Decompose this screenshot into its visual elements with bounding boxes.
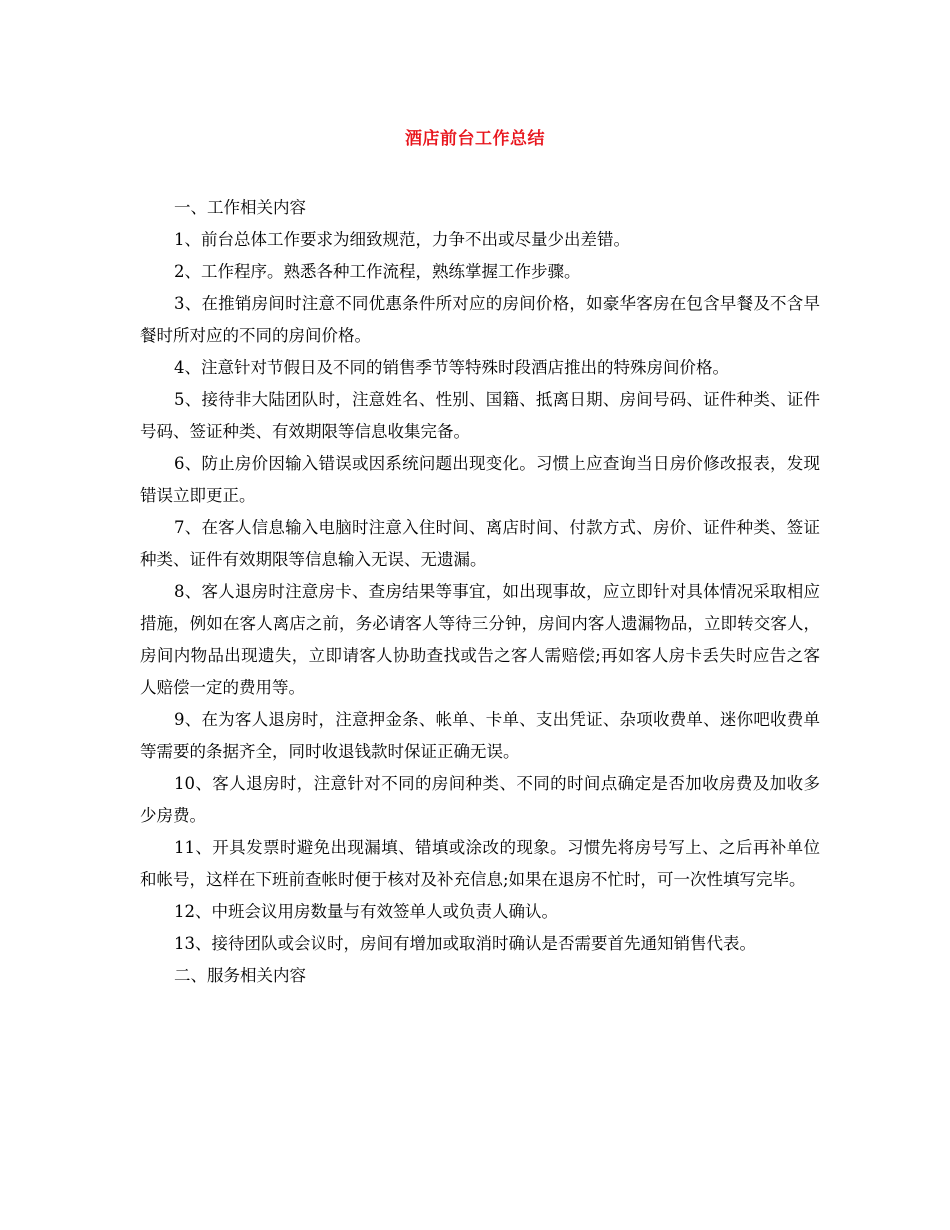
paragraph-item: 10、客人退房时，注意针对不同的房间种类、不同的时间点确定是否加收房费及加收多少房费。 (140, 774, 820, 825)
paragraph-item: 6、防止房价因输入错误或因系统问题出现变化。习惯上应查询当日房价修改报表，发现错误立即更正。 (140, 454, 820, 505)
paragraph-item: 12、中班会议用房数量与有效签单人或负责人确认。 (174, 902, 558, 921)
section-heading: 一、工作相关内容 (174, 198, 306, 217)
document-body (140, 192, 820, 992)
paragraph-item: 13、接待团队或会议时，房间有增加或取消时确认是否需要首先通知销售代表。 (174, 934, 756, 953)
paragraph-item: 8、客人退房时注意房卡、查房结果等事宜，如出现事故，应立即针对具体情况采取相应措施，例如在客人离店之前，务必请客人等待三分钟，房间内客人遗漏物品，立即转交客人，房间内物品出现遗失，立即请客人协助查找或告之客人需赔偿;再如客人房卡丢失时应告之客人赔偿一定的费用等。 (140, 582, 820, 697)
paragraph-item: 7、在客人信息输入电脑时注意入住时间、离店时间、付款方式、房价、证件种类、签证种类、证件有效期限等信息输入无误、无遗漏。 (140, 518, 820, 569)
paragraph-item: 4、注意针对节假日及不同的销售季节等特殊时段酒店推出的特殊房间价格。 (174, 358, 729, 377)
paragraph-item: 9、在为客人退房时，注意押金条、帐单、卡单、支出凭证、杂项收费单、迷你吧收费单等需要的条据齐全，同时收退钱款时保证正确无误。 (140, 710, 820, 761)
paragraph-item: 2、工作程序。熟悉各种工作流程，熟练掌握工作步骤。 (174, 262, 581, 281)
paragraph-item: 1、前台总体工作要求为细致规范，力争不出或尽量少出差错。 (174, 230, 630, 249)
paragraph-item: 3、在推销房间时注意不同优惠条件所对应的房间价格，如豪华客房在包含早餐及不含早餐时所对应的不同的房间价格。 (140, 294, 820, 345)
paragraph-item: 5、接待非大陆团队时，注意姓名、性别、国籍、抵离日期、房间号码、证件种类、证件号码、签证种类、有效期限等信息收集完备。 (140, 390, 820, 441)
paragraph-item: 11、开具发票时避免出现漏填、错填或涂改的现象。习惯先将房号写上、之后再补单位和帐号，这样在下班前查帐时便于核对及补充信息;如果在退房不忙时，可一次性填写完毕。 (140, 838, 820, 889)
document-title: 酒店前台工作总结 (405, 129, 545, 149)
section-heading: 二、服务相关内容 (174, 966, 306, 985)
